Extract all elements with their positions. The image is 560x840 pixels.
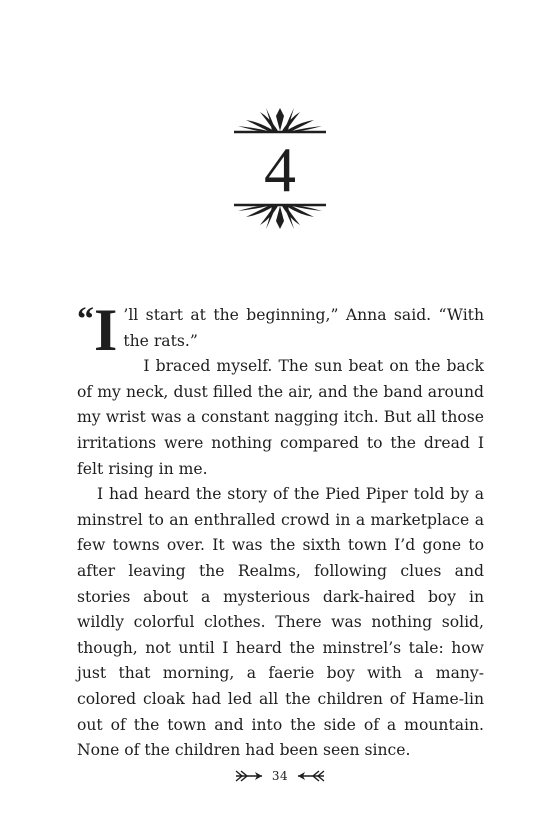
chapter-body — [77, 297, 484, 764]
page-footer — [0, 769, 560, 783]
footer-ornament-right-icon — [296, 770, 326, 782]
chapter-number: 4 — [264, 134, 296, 205]
paragraph-1 — [77, 297, 484, 363]
paragraph-3: I had heard the story of the Pied Piper told by a minstrel to an enthralled crowd in a marketplace a few towns over. It was the sixth town I’d gone to after leaving the Realms, following clues and stories about a mysterious dark-haired boy in wildly colorful clothes. There was nothing solid, though, not until I heard the minstrel’s tale: how just that morning, a faerie boy with a many-colored cloak had led all the children of Hame-lin out of the town and into the side of a mountain. None of the children had been seen since. — [77, 485, 484, 760]
drop-cap-quote: “ — [77, 301, 94, 338]
paragraph-1-text: ’ll start at the beginning,” Anna said. “With the rats.” — [123, 306, 484, 350]
drop-cap-letter: I — [94, 297, 118, 363]
drop-cap — [77, 297, 118, 363]
paragraph-2: I braced myself. The sun beat on the back of my neck, dust filled the air, and the band around my wrist was a constant nagging itch. But all those irritations were nothing compared to the dread I felt rising in me. — [77, 357, 484, 478]
footer-ornament-left-icon — [234, 770, 264, 782]
page-number: 34 — [271, 769, 289, 783]
chapter-ornament-top-icon — [230, 106, 330, 134]
chapter-ornament-bottom-icon — [230, 203, 330, 231]
